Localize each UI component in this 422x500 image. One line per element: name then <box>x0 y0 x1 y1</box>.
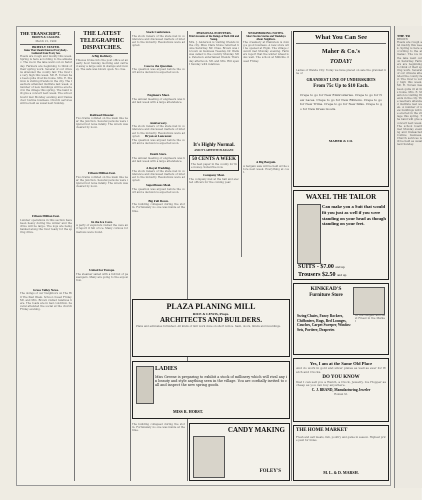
facing-page-edge <box>394 26 422 488</box>
maher-items: Crepe to go for New Embroideries. Crepe to go for New Laces. Crepe to go for New Ribbons. Crepe to go for New Trims. Crepe to go for New Silks. Crepe to go for New Dress Goods. <box>300 93 382 111</box>
col4-body-1: Mrs. J. Anderson is visiting friends in the city. Miss Clara Stone returned home Saturday. Mr. Chas. Brown was in town on business Tuesday. Dr. Wells was called to the country Monday. Mrs. Peterson entertained friends Thursday afternoon. Mr. and Mrs. Hill spent Sunday with relatives. <box>189 41 239 66</box>
waxel-ad <box>293 190 389 280</box>
col2-heading-2: TELEGRAPHIC <box>79 38 125 44</box>
col3-body-2: The question was argued before the court and a decision is expected soon. <box>132 68 185 75</box>
brand-title: Yes, I am at the Same Old Place <box>309 361 373 366</box>
col3-body-5: The question was argued before the court and a decision is expected soon. <box>132 138 185 146</box>
masthead-title: THE TRANSCRIPT. <box>20 31 61 36</box>
col3-body-6: The annual meeting of engineers was held last week with a large attendance. <box>132 156 185 163</box>
brand-know: DO YOU KNOW <box>322 374 360 380</box>
col2-sub-1: A Big Robbery. <box>91 54 113 58</box>
col3-body-3: The annual meeting of engineers was held last week with a large attendance. <box>132 97 185 104</box>
col3-body-4: The stock raisers of the state met in conference and discussed matters of interest to the industry. Resolutions were adopted. <box>132 125 185 138</box>
col2-body-2: Two trains collided on the main line near the junction. Several persons were injured but none fatally. The wreck was cleared by noon. <box>76 117 128 130</box>
col4-heading-1: PERSONAL POINTERS. <box>196 31 232 35</box>
waxel-suits-price: SUITS - $7.00 and up <box>298 264 345 270</box>
facing-publisher: BROWN <box>397 38 408 41</box>
col1-heading-1: BRIEFLY STATED. <box>32 44 60 49</box>
col3-sub-4: Anniversary. <box>149 120 168 125</box>
brand-name: C. J. BRAND, Manufacturing Jeweler <box>311 388 371 393</box>
col5-heading-1: NEIGHBORING NOTES. <box>248 31 284 35</box>
market-footer: M. L. & D. MARSH. <box>323 470 359 475</box>
col4-ad1-title: It's Highly Normal. <box>193 143 235 148</box>
ladies-body: Miss Greene is preparing to exhibit a stock of millinery which will rival any in beauty and style anything seen in the village. You are cordially invited to call and inspect the new spring goods. <box>155 375 287 387</box>
brand-body: And do work in gold and silver plates as well as ever for Watch and Clocks. <box>296 366 386 374</box>
col5-sub-2: A Big Bargain. <box>255 160 277 164</box>
col2-sub-2: Railroad Disaster. <box>89 112 115 117</box>
col3-sub-2: Case to the Question. <box>144 63 173 68</box>
maher-sub: Maher & Co.'s <box>321 49 361 55</box>
col2-sub-5: United for Europe. <box>89 268 115 273</box>
maher-body: Ladies of Wanda City: Today we have placed on sale the grandest line of <box>296 69 386 76</box>
column-2 <box>76 31 128 481</box>
col3-sub-6: Death Stars. <box>150 151 167 156</box>
col5-body-1: The creamery at Plainview is doing a good business. A new store will be opened at Elgin. The village council met Monday evening. Farmers report that the winter wheat looks well. The school at Millville closed Friday. <box>243 41 289 63</box>
ladies-ad <box>132 361 290 419</box>
kinkead-side: Of the Largest and Best Finest in the Market <box>355 314 385 324</box>
col2-heading-3: DISPATCHES. <box>82 45 122 51</box>
kinkead-sub: Furniture Store <box>309 293 343 298</box>
col3-body-9: The building collapsed during the storm. Fortunately no one was inside at the time. <box>132 203 185 213</box>
furniture-illustration <box>353 287 385 315</box>
plaza-tagline: ARCHITECTS AND BUILDERS. <box>159 316 263 324</box>
col2-heading-1: THE LATEST <box>83 31 121 37</box>
col3-sub-3: Engineers Meet. <box>147 93 170 98</box>
col2-sub-3: Fifteen Million Feet. <box>88 171 116 176</box>
col1-heading-3: Grass Valley News. <box>33 287 59 292</box>
col3-body-7: The stock raisers of the state met in conference and discussed matters of interest to the industry. Resolutions were adopted. <box>132 170 185 183</box>
candy-illustration <box>193 436 225 478</box>
col4-ad2 <box>189 155 239 171</box>
page-sheet <box>16 26 391 486</box>
col4-body-2: The company met at the hall and elected officers for the coming year. <box>189 177 239 184</box>
column-rule <box>74 31 75 481</box>
home-market-ad <box>293 425 389 481</box>
maher-big: GRANDEST LINE OF UNDERSKIRTS <box>306 77 376 83</box>
col4-sub-1: Brief Accounts of the Doings of Both Old and Young. <box>189 35 240 41</box>
maher-price: From 75c Up to $10 Each. <box>313 84 369 90</box>
col3-sub-7: A Royal Wedding. <box>146 165 171 170</box>
col1-body-2: Lumber operations in this section have been heavy during the winter and the drive will be large. The logs are being banked along the river ready for the spring drive. <box>20 218 72 235</box>
col1-body-3: The doings of our Neighbors on The Hill The Past Week. School closed Friday. Mr. and Mrs. Brown visited relatives here. The roads are in bad condition. Several attended the social at the church Friday evening. <box>20 292 72 311</box>
col5-sub-1: Short Stories Stories and Weekdays About Neighbors. <box>246 35 286 41</box>
maher-ad <box>293 31 389 187</box>
column-1 <box>20 31 72 481</box>
column-3-bottom <box>132 423 185 481</box>
col4-ad2-body: The best paper in the county for the money. Subscribe now. <box>191 163 238 170</box>
col3-body-8: The question was argued before the court and a decision is expected soon. <box>132 187 185 194</box>
brand-body-2: that I can sell you a Watch, a Clock, Jewelry, Ice Hopper as cheap as you can buy anywhere. <box>296 379 386 388</box>
waxel-body: Can make you a Suit that would fit you just as well if you were standing on your head as though standing on your feet. <box>322 204 386 227</box>
col3-sub-1: Stock Conference. <box>146 30 171 34</box>
waxel-title: WAXEL THE TAILOR <box>305 193 377 201</box>
plaza-names: RICE & LEWIS, Props. <box>192 312 230 316</box>
col1-body-1: Roads are rough and muddy this week. Spring is here according to the almanac. The ice in the lake went out on Saturday. Farmers are beginning to think of their spring work. Several of our citizens attended the county fair. The river is very high this week. Mr. R. Torsen has been quite ill at his home. Mrs. E. Stanton is visiting friends in the city. The teachers attended institute last week. A number of new buildings will be erected in the village this spring. The band will give a concert next week. The school board met Monday evening and transacted routine business. Church services will be held as usual next Sunday. <box>20 55 72 105</box>
column-5 <box>243 31 289 257</box>
maher-today: TODAY! <box>330 59 352 65</box>
facing-masthead: THE TR <box>397 34 411 38</box>
waxel-trousers-price: Trousers $2.50 and up <box>298 272 347 278</box>
column-rule <box>291 31 292 481</box>
plaza-title: PLAZA PLANING MILL <box>166 302 256 311</box>
tailor-figure-illustration <box>297 204 321 264</box>
col4-ad1-sub: AND IT'S APPETITE PLEASANT. <box>194 149 234 152</box>
ladies-title: LADIES <box>155 366 178 372</box>
candy-name: FOLEY'S <box>259 469 281 474</box>
candy-ad <box>189 423 290 481</box>
col5-body-2: A bargain sale will be held at the store next week. Everything at cost. <box>243 164 289 174</box>
kinkead-ad <box>293 283 389 355</box>
col3-sub-9: Big Fall Down. <box>148 198 169 203</box>
col4-ad2-title: 50 CENTS A WEEK <box>192 157 236 162</box>
col2-body-4: A party of explorers visited the cave and report it full of ice. Many curious formations were found. <box>76 224 128 234</box>
col4-sub-2: Company Meet. <box>203 173 225 178</box>
masthead-date: March 21, 1900 <box>35 39 57 43</box>
kinkead-items: Swing Chairs, Fancy Rockers, Chiffoniers, Rugs, Bed Lounges, Couches, Carpet Sweeper, Window Sets, Portiere, Draperies <box>297 314 351 332</box>
candy-title: CANDY MAKING <box>227 426 285 434</box>
col1-heading-2: Fifteen Million Feet. <box>32 214 60 219</box>
plaza-body: Plans and estimates furnished. All kinds of mill work done on short notice. Sash, doors, blinds and mouldings. <box>136 325 281 328</box>
col3-bottom-body: The building collapsed during the storm. Fortunately no one was inside at the time. <box>132 423 185 433</box>
column-rule <box>130 31 131 481</box>
col2-body-5: The steamer sailed with a full list of passengers. Many are going to the exposition. <box>76 272 128 283</box>
kinkead-title: KINKEAD'S <box>310 286 342 292</box>
facing-text: Roads are rough and muddy this week. Spring is here according to the almanac. The ice in the lake went out on Saturday. Farmers are beginning to think of their spring work. Several of our citizens attended the county fair. The river is very high this week. Mr. R. Torsen has been quite ill at his home. Mrs. E. Stanton is visiting friends in the city. The teachers attended institute last week. A number of new buildings will be erected in the village this spring. The band will give a concert next week. The school board met Monday evening and transacted routine business. Church services will be held as usual next Sunday. <box>397 41 422 147</box>
col3-sub-8: Superfluous Meal. <box>146 183 171 188</box>
market-title: THE HOME MARKET <box>296 428 348 433</box>
plaza-mill-ad <box>132 299 290 357</box>
col2-body-2b: Two trains collided on the main line near the junction. Several persons were injured but none fatally. The wreck was cleared by noon. <box>76 175 128 189</box>
maher-footer: MAHER & CO. <box>328 139 354 144</box>
maher-title: What You Can See <box>315 34 367 41</box>
masthead-publisher: BROWN & CALKINS. <box>31 36 61 39</box>
col1-subheading-1: Items That Should Interest Everybody--Gathered from Every Sea. <box>23 49 69 56</box>
brand-sub: Roman St. <box>334 392 348 396</box>
col2-body-1: Thieves broke into the post office at an early hour Sunday morning and carried away a large sum in stamps and money. The safe was blown open. No clue. <box>76 58 128 71</box>
col3-body-1: The stock raisers of the state met in conference and discussed matters of interest to the industry. Resolutions were adopted. <box>132 34 185 47</box>
col2-sub-4: In the Ice Cave. <box>91 219 113 224</box>
lady-figure-illustration <box>136 366 154 404</box>
market-body: Fresh and salt meats, fish, poultry and game in season. Highest price paid for hides. <box>296 436 386 443</box>
brand-jeweler-ad <box>293 358 389 422</box>
col3-sub-5: Bryan at Lancaster. <box>145 134 172 139</box>
column-rule <box>241 31 242 257</box>
ladies-name: MISS R. HOBST. <box>173 409 204 414</box>
column-3 <box>132 31 185 295</box>
column-4 <box>189 31 239 257</box>
